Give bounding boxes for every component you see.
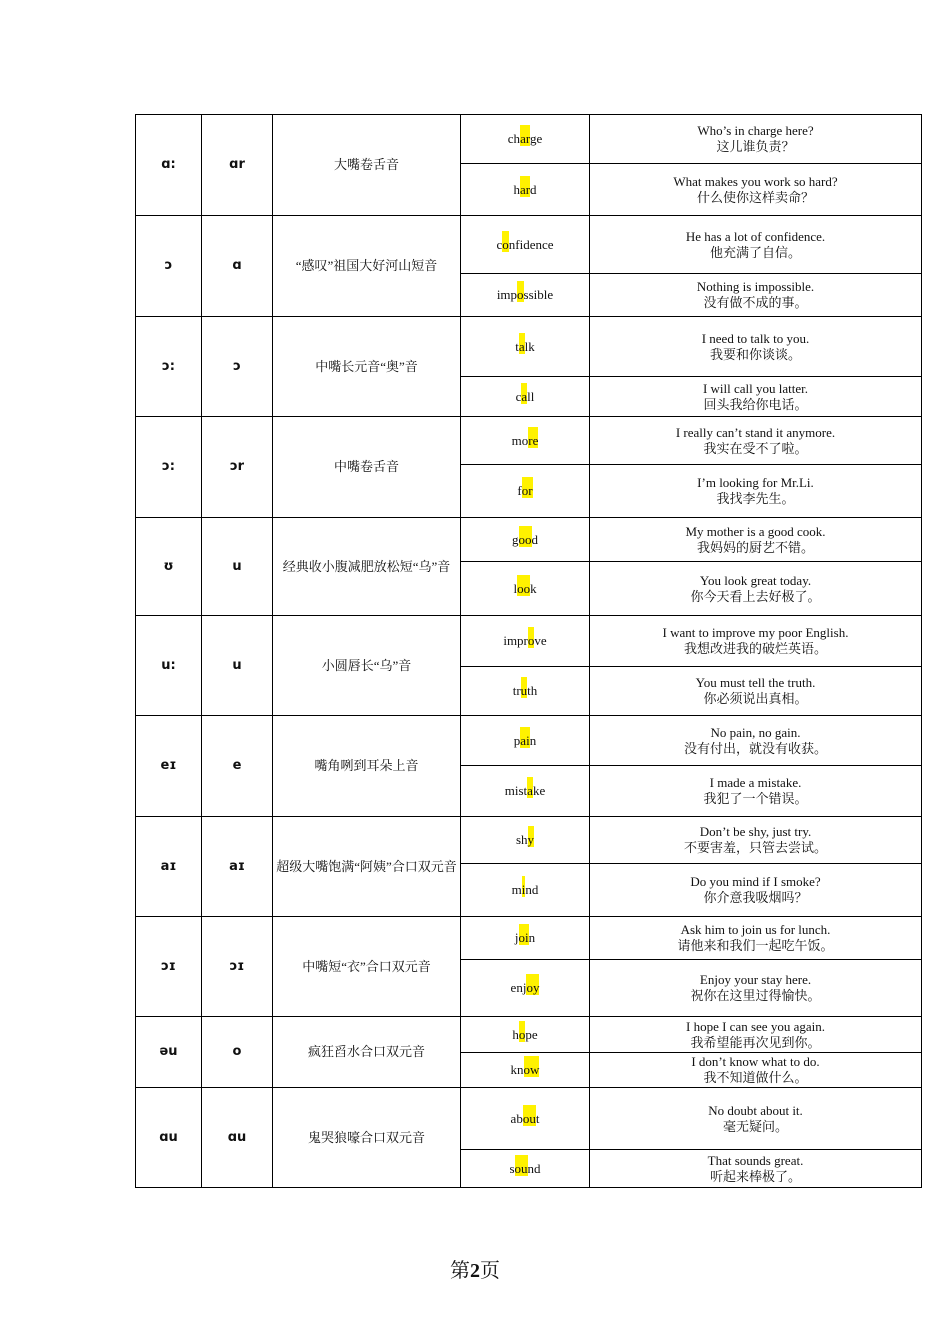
alt-symbol: u [202, 518, 273, 616]
example-word [461, 377, 590, 417]
sentence-english: My mother is a good cook. [685, 523, 826, 539]
word-prefix: ch [507, 131, 521, 146]
pronunciation-tip: “感叹”祖国大好河山短音 [273, 216, 461, 317]
sentence-chinese: 听起来棒极了。 [709, 1168, 801, 1184]
page-footer [0, 1254, 950, 1283]
pronunciation-tip: 嘴角咧到耳朵上音 [273, 716, 461, 817]
sentence-chinese: 毫无疑问。 [722, 1118, 788, 1134]
sentence-chinese: 你今天看上去好极了。 [690, 588, 821, 604]
word-highlight: i [521, 882, 526, 897]
sentence-english: He has a lot of confidence. [685, 228, 826, 244]
example-word [461, 115, 590, 164]
page-number: 2 [470, 1260, 480, 1282]
table-row [136, 1088, 922, 1150]
table-row [136, 216, 922, 274]
example-word [461, 766, 590, 817]
example-word [461, 817, 590, 864]
word-prefix: m [511, 882, 522, 897]
phonetic-symbol: u: [136, 616, 202, 716]
word-highlight: u [520, 683, 528, 698]
sentence-chinese: 我要和你谈谈。 [709, 346, 801, 362]
example-word [461, 562, 590, 616]
sentence-english: Ask him to join us for lunch. [680, 922, 831, 937]
phonetic-symbol: ʊ [136, 518, 202, 616]
phonetics-table [135, 114, 922, 1188]
sentence-english: I need to talk to you. [701, 330, 810, 346]
word-prefix: p [513, 732, 521, 748]
word-prefix: mist [504, 783, 528, 798]
word-prefix: sh [515, 832, 528, 847]
example-word [461, 864, 590, 917]
pronunciation-tip: 中嘴短“衣”合口双元音 [273, 917, 461, 1017]
word-prefix: impr [503, 633, 528, 648]
word-suffix: nd [525, 882, 539, 897]
word-highlight: oo [518, 531, 532, 547]
example-sentence [590, 164, 922, 216]
word-highlight: re [528, 432, 539, 448]
example-sentence [590, 216, 922, 274]
sentence-chinese: 不要害羞，只管去尝试。 [683, 840, 827, 855]
word-suffix: lk [524, 338, 535, 354]
sentence-chinese: 我犯了一个错误。 [703, 791, 808, 806]
sentence-english: I will call you latter. [702, 380, 809, 396]
word-prefix: mo [511, 432, 529, 448]
word-suffix: pe [525, 1026, 538, 1042]
sentence-english: Nothing is impossible. [696, 279, 815, 294]
phonetic-symbol: ɑu [136, 1088, 202, 1188]
word-suffix: d [531, 531, 538, 547]
table-row [136, 317, 922, 377]
phonetic-symbol: aɪ [136, 817, 202, 917]
example-sentence [590, 817, 922, 864]
word-highlight: or [521, 483, 533, 498]
word-highlight: o [527, 633, 535, 648]
word-prefix: c [515, 388, 522, 404]
sentence-chinese: 没有做不成的事。 [703, 295, 808, 310]
sentence-chinese: 他充满了自信。 [709, 244, 801, 260]
word-highlight: ar [519, 181, 531, 197]
sentence-chinese: 我想改进我的破烂英语。 [683, 641, 827, 656]
example-sentence [590, 1017, 922, 1053]
word-suffix: ll [527, 388, 535, 404]
word-suffix: ge [529, 131, 543, 146]
word-prefix: l [513, 580, 518, 596]
word-suffix: n [528, 930, 536, 945]
pronunciation-tip: 经典收小腹减肥放松短“乌”音 [273, 518, 461, 616]
alt-symbol: u [202, 616, 273, 716]
alt-symbol: ɔɪ [202, 917, 273, 1017]
word-suffix: nfidence [508, 236, 554, 252]
word-prefix: t [515, 338, 519, 354]
word-suffix: t [535, 1110, 540, 1126]
sentence-english: I made a mistake. [709, 775, 802, 790]
table-row [136, 917, 922, 960]
example-sentence [590, 960, 922, 1017]
word-highlight: oy [526, 980, 540, 995]
example-word [461, 518, 590, 562]
page-label-pre: 第 [450, 1260, 470, 1282]
example-word [461, 616, 590, 667]
alt-symbol: ɑ [202, 216, 273, 317]
word-prefix: j [514, 930, 519, 945]
alt-symbol: ɔr [202, 417, 273, 518]
word-prefix: ab [510, 1110, 523, 1126]
table-row [136, 716, 922, 766]
word-prefix: h [512, 1026, 519, 1042]
example-word [461, 164, 590, 216]
phonetics-table-body [136, 115, 922, 1188]
word-prefix: imp [496, 287, 518, 302]
alt-symbol: ɑu [202, 1088, 273, 1188]
sentence-english: Enjoy your stay here. [699, 972, 812, 987]
page-label-post: 页 [480, 1260, 500, 1282]
example-sentence [590, 377, 922, 417]
word-highlight: a [527, 783, 533, 798]
pronunciation-tip: 中嘴长元音“奥”音 [273, 317, 461, 417]
sentence-english: I want to improve my poor English. [662, 625, 849, 640]
sentence-chinese: 这儿谁负责？ [716, 139, 795, 154]
example-sentence [590, 616, 922, 667]
sentence-chinese: 我不知道做什么。 [703, 1070, 808, 1085]
pronunciation-tip: 疯狂舀水合口双元音 [273, 1017, 461, 1088]
word-highlight: o [517, 287, 524, 302]
example-word [461, 1053, 590, 1088]
phonetic-symbol: ɔ: [136, 317, 202, 417]
example-word [461, 317, 590, 377]
word-suffix: ve [534, 633, 547, 648]
word-highlight: ai [520, 732, 530, 748]
example-word [461, 274, 590, 317]
sentence-english: What makes you work so hard? [673, 173, 838, 189]
word-suffix: ssible [523, 287, 554, 302]
sentence-chinese: 你介意我吸烟吗？ [703, 890, 808, 905]
sentence-chinese: 我妈妈的厨艺不错。 [696, 539, 814, 555]
word-highlight: oi [518, 930, 529, 945]
example-word [461, 960, 590, 1017]
example-sentence [590, 417, 922, 465]
word-suffix: ke [532, 783, 546, 798]
word-prefix: f [517, 483, 522, 498]
word-highlight: ou [522, 1110, 536, 1126]
table-row [136, 616, 922, 667]
pronunciation-tip: 鬼哭狼嚎合口双元音 [273, 1088, 461, 1188]
example-word [461, 917, 590, 960]
sentence-english: Do you mind if I smoke? [690, 874, 821, 889]
sentence-english: I’m looking for Mr.Li. [697, 475, 814, 490]
table-row [136, 817, 922, 864]
example-sentence [590, 1088, 922, 1150]
example-sentence [590, 1150, 922, 1188]
sentence-chinese: 我实在受不了啦。 [703, 440, 808, 456]
word-suffix: k [530, 580, 537, 596]
example-sentence [590, 917, 922, 960]
example-sentence [590, 274, 922, 317]
pronunciation-tip: 超级大嘴饱满“阿姨”合口双元音 [273, 817, 461, 917]
word-prefix: c [496, 236, 503, 252]
example-word [461, 667, 590, 716]
sentence-english: I don’t know what to do. [691, 1054, 820, 1069]
alt-symbol: o [202, 1017, 273, 1088]
table-row [136, 115, 922, 164]
example-sentence [590, 716, 922, 766]
sentence-chinese: 没有付出，就没有收获。 [683, 740, 827, 756]
word-highlight: oo [517, 580, 531, 596]
phonetic-symbol: ɔɪ [136, 917, 202, 1017]
sentence-chinese: 什么使你这样卖命？ [696, 189, 814, 205]
example-sentence [590, 667, 922, 716]
word-highlight: o [518, 1026, 526, 1042]
word-suffix: n [529, 732, 537, 748]
example-word [461, 1017, 590, 1053]
phonetic-symbol: ɔ: [136, 417, 202, 518]
example-sentence [590, 766, 922, 817]
word-highlight: ou [514, 1160, 528, 1176]
sentence-english: I hope I can see you again. [686, 1018, 825, 1034]
sentence-chinese: 祝你在这里过得愉快。 [690, 988, 821, 1003]
pronunciation-tip: 小圆唇长“乌”音 [273, 616, 461, 716]
alt-symbol: ɑr [202, 115, 273, 216]
word-suffix: nd [527, 1160, 541, 1176]
sentence-english: Don’t be shy, just try. [699, 824, 812, 839]
word-highlight: o [502, 236, 509, 252]
phonetic-symbol: ɑ: [136, 115, 202, 216]
word-highlight: a [518, 338, 525, 354]
word-prefix: h [513, 181, 520, 197]
table-row [136, 1017, 922, 1053]
example-word [461, 1150, 590, 1188]
word-suffix: th [527, 683, 538, 698]
sentence-english: Who’s in charge here? [697, 123, 814, 138]
phonetic-symbol: ɔ [136, 216, 202, 317]
example-word [461, 417, 590, 465]
word-prefix: kn [510, 1062, 524, 1077]
pronunciation-tip: 大嘴卷舌音 [273, 115, 461, 216]
example-word [461, 465, 590, 518]
example-sentence [590, 317, 922, 377]
example-sentence [590, 1053, 922, 1088]
alt-symbol: ɔ [202, 317, 273, 417]
sentence-chinese: 回头我给你电话。 [703, 396, 808, 412]
sentence-chinese: 我找李先生。 [716, 491, 795, 506]
sentence-english: You must tell the truth. [695, 675, 816, 690]
word-prefix: g [512, 531, 519, 547]
example-sentence [590, 562, 922, 616]
sentence-chinese: 我希望能再次见到你。 [690, 1034, 821, 1050]
example-word [461, 1088, 590, 1150]
word-highlight: ow [523, 1062, 540, 1077]
word-suffix: d [530, 181, 537, 197]
word-prefix: enj [510, 980, 527, 995]
phonetic-symbol: əu [136, 1017, 202, 1088]
sentence-chinese: 请他来和我们一起吃午饭。 [677, 938, 834, 953]
word-prefix: tr [512, 683, 521, 698]
sentence-english: You look great today. [699, 572, 812, 588]
table-row [136, 417, 922, 465]
sentence-english: I really can’t stand it anymore. [675, 424, 836, 440]
example-sentence [590, 518, 922, 562]
sentence-english: No doubt about it. [708, 1102, 803, 1118]
sentence-english: That sounds great. [707, 1152, 804, 1168]
pronunciation-tip: 中嘴卷舌音 [273, 417, 461, 518]
sentence-english: No pain, no gain. [710, 724, 801, 740]
example-sentence [590, 864, 922, 917]
example-word [461, 716, 590, 766]
word-highlight: ar [520, 131, 530, 146]
example-sentence [590, 465, 922, 518]
word-highlight: a [521, 388, 528, 404]
alt-symbol: aɪ [202, 817, 273, 917]
example-word [461, 216, 590, 274]
table-row [136, 518, 922, 562]
word-prefix: s [509, 1160, 515, 1176]
sentence-chinese: 你必须说出真相。 [703, 691, 808, 706]
example-sentence [590, 115, 922, 164]
alt-symbol: e [202, 716, 273, 817]
word-highlight: y [527, 832, 535, 847]
phonetic-symbol: eɪ [136, 716, 202, 817]
